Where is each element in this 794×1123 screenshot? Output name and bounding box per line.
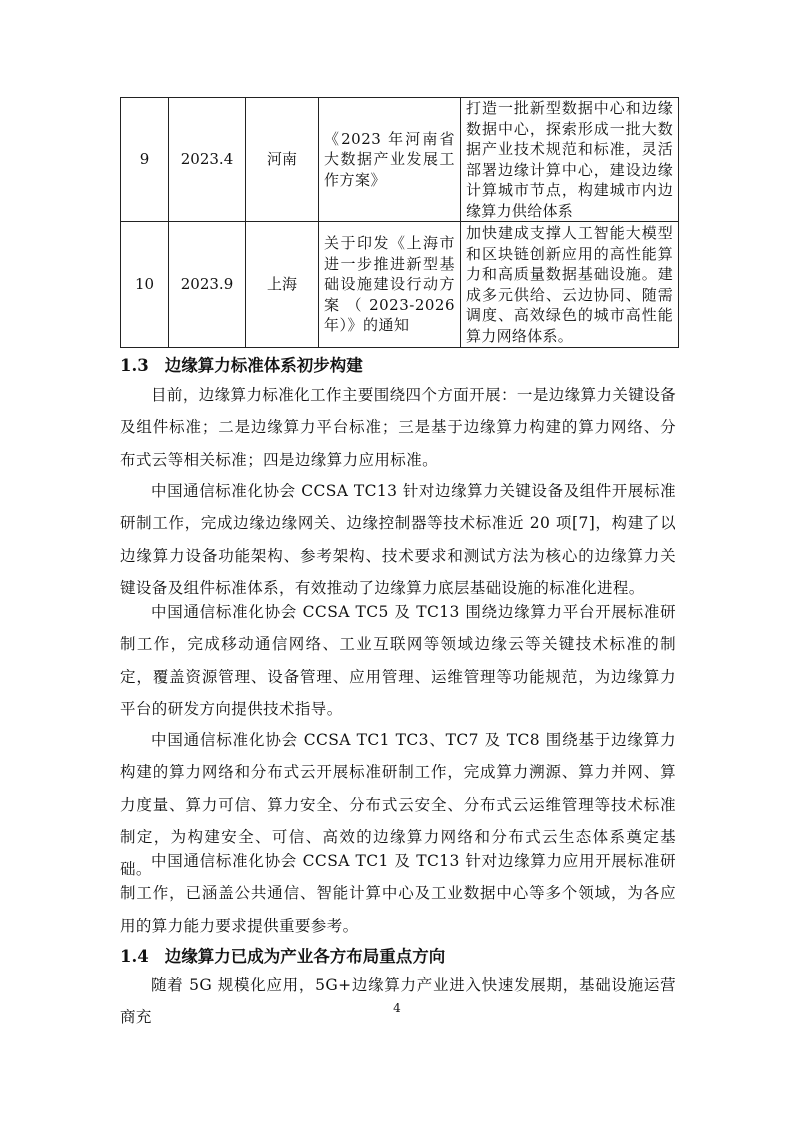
- paragraph: 中国通信标准化协会 CCSA TC1 TC3、TC7 及 TC8 围绕基于边缘算力构建的算力网络和分布式云开展标准研制工作，完成算力溯源、算力并网、算力度量、算力可信、算力安全、分布式云安全、分布式云运维管理等技术标准制定，为构建安全、可信、高效的边缘算力网络和分布式云生态体系奠定基础。: [120, 731, 676, 879]
- row-document: 《2023 年河南省大数据产业发展工作方案》: [319, 98, 461, 222]
- section-title: 边缘算力已成为产业各方布局重点方向: [164, 947, 446, 966]
- row-date: 2023.4: [169, 98, 246, 222]
- section-number: 1.4: [120, 947, 149, 966]
- row-description: 加快建成支撑人工智能大模型和区块链创新应用的高性能算力和高质量数据基础设施。建成多元供给、云边协同、随需调度、高效绿色的城市高性能算力网络体系。: [461, 222, 679, 348]
- row-province: 河南: [246, 98, 319, 222]
- row-number: 9: [121, 98, 169, 222]
- table-row: [121, 222, 679, 348]
- row-province: 上海: [246, 222, 319, 348]
- section-title: 边缘算力标准体系初步构建: [164, 356, 363, 375]
- row-document: 关于印发《上海市进一步推进新型基础设施建设行动方案（2023-2026 年）》的通知: [319, 222, 461, 348]
- page-number: 4: [393, 1001, 401, 1015]
- section-number: 1.3: [120, 356, 149, 375]
- paragraph: 中国通信标准化协会 CCSA TC5 及 TC13 围绕边缘算力平台开展标准研制工作，完成移动通信网络、工业互联网等领域边缘云等关键技术标准的制定，覆盖资源管理、设备管理、应用管理、运维管理等功能规范，为边缘算力平台的研发方向提供技术指导。: [120, 603, 676, 718]
- section-heading-1-3: [120, 352, 363, 376]
- paragraph: 随着 5G 规模化应用，5G+边缘算力产业进入快速发展期，基础设施运营商充: [120, 976, 676, 1027]
- paragraph: 目前，边缘算力标准化工作主要围绕四个方面开展：一是边缘算力关键设备及组件标准；二是边缘算力平台标准；三是基于边缘算力构建的算力网络、分布式云等相关标准；四是边缘算力应用标准。: [120, 386, 676, 469]
- policy-table: [120, 97, 679, 348]
- table-row: [121, 98, 679, 222]
- paragraph: 中国通信标准化协会 CCSA TC1 及 TC13 针对边缘算力应用开展标准研制工作，已涵盖公共通信、智能计算中心及工业数据中心等多个领域，为各应用的算力能力要求提供重要参考。: [120, 852, 676, 935]
- paragraph: 中国通信标准化协会 CCSA TC13 针对边缘算力关键设备及组件开展标准研制工作，完成边缘边缘网关、边缘控制器等技术标准近 20 项[7]，构建了以边缘算力设备功能架构、参考架构、技术要求和测试方法为核心的边缘算力关键设备及组件标准体系，有效推动了边缘算力底层基础设施的标准化进程。: [120, 482, 676, 597]
- section-heading-1-4: [120, 943, 445, 967]
- row-description: 打造一批新型数据中心和边缘数据中心，探索形成一批大数据产业技术规范和标准，灵活部署边缘计算中心，建设边缘计算城市节点，构建城市内边缘算力供给体系: [461, 98, 679, 222]
- row-date: 2023.9: [169, 222, 246, 348]
- row-number: 10: [121, 222, 169, 348]
